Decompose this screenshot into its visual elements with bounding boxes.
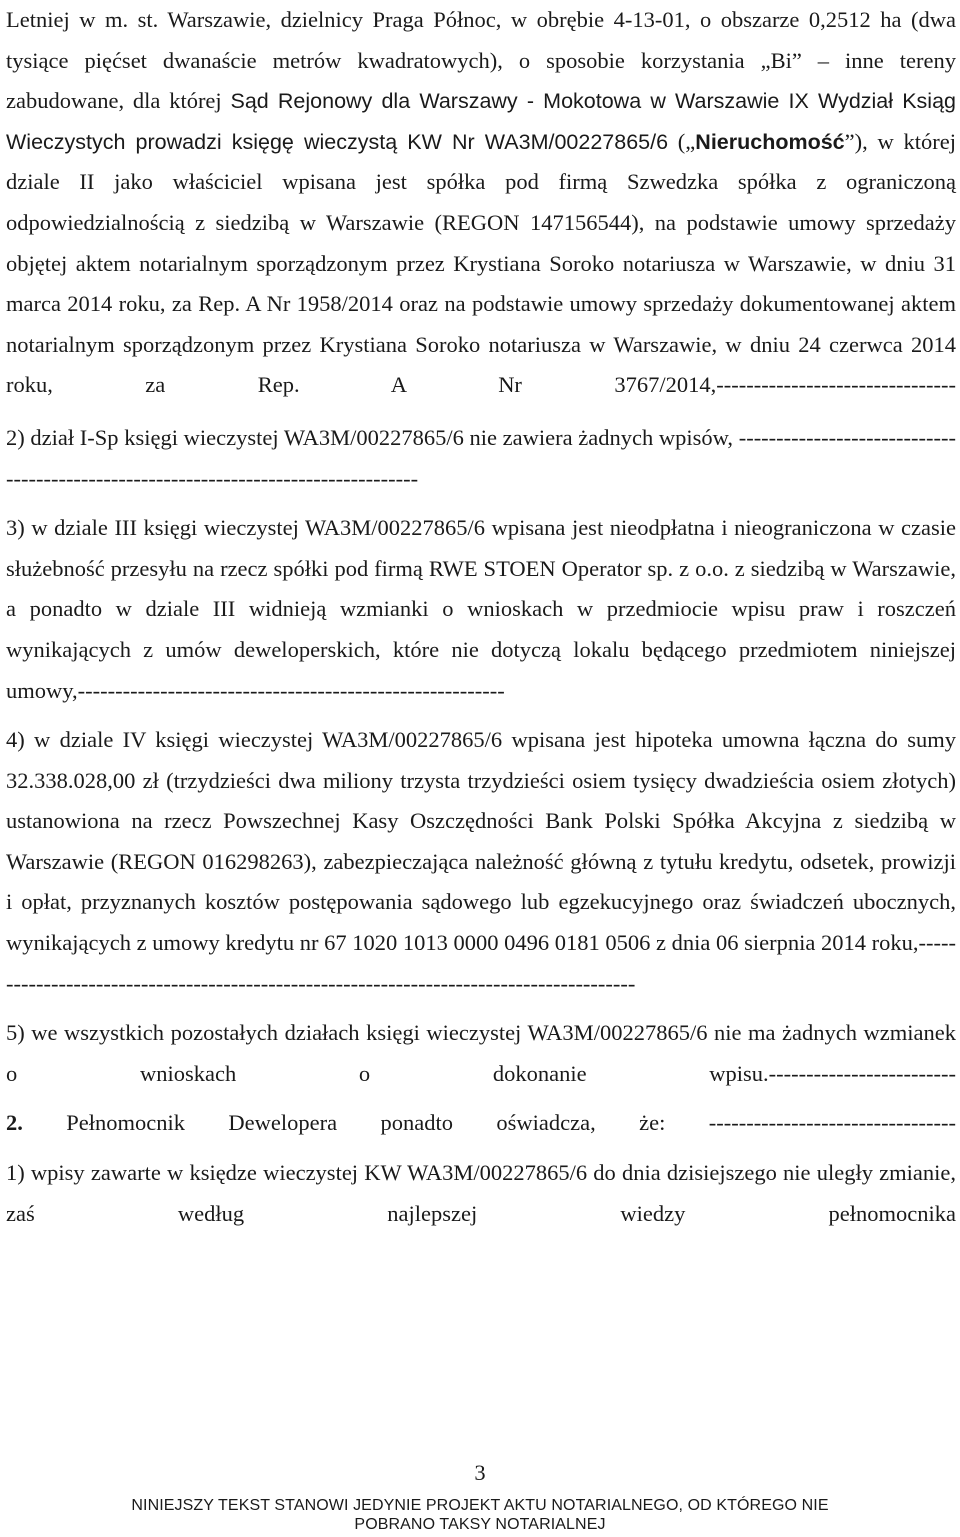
property-description-lead: Letniej w m. st. Warszawie, dzielnicy Praga Północ, w obrębie 4-13-01, o obszarze 0,2512 ha (dwa tysiące pięćset dwanaście metrów kwadratowych), o sposobie korzystania „Bi” – inne tereny zabudowane, dla której [6, 7, 956, 114]
paragraph-property-description [6, 0, 956, 406]
spacer [6, 711, 956, 720]
paragraph-item-3: 3) w dziale III księgi wieczystej WA3M/00227865/6 wpisana jest nieodpłatna i nieograniczona w czasie służebność przesyłu na rzecz spółki pod firmą RWE STOEN Operator sp. z o.o. z siedzibą w Warszawie, a ponadto w dziale III widnieją wzmianki o wnioskach w przedmiocie wpisu praw i roszczeń wynikających z umów deweloperskich, które nie dotyczą lokalu będącego przedmiotem niniejszej umowy,--------------------------------------------------------- [6, 515, 956, 703]
disclaimer-line-1: NINIEJSZY TEKST STANOWI JEDYNIE PROJEKT AKTU NOTARIALNEGO, OD KTÓREGO NIE [131, 1497, 829, 1514]
document-body [6, 0, 956, 1234]
spacer [6, 406, 956, 418]
disclaimer-line-2: POBRANO TAKSY NOTARIALNEJ [354, 1516, 606, 1533]
section-2-number: 2. [6, 1110, 23, 1136]
spacer [6, 1004, 956, 1013]
paragraph-item-2: 2) dział I-Sp księgi wieczystej WA3M/00227865/6 nie zawiera żadnych wpisów, ------------------------------------------------------------------------------------ [6, 424, 956, 491]
section-2-text: Pełnomocnik Dewelopera ponadto oświadcza, że: --------------------------------- [22, 1110, 956, 1136]
page-number: 3 [474, 1460, 486, 1485]
land-register-court-text: Sąd Rejonowy dla Warszawy - Mokotowa w Warszawie IX Wydział Ksiąg Wieczystych prowadzi księgę wieczystą KW Nr WA3M/00227865/6 [6, 89, 956, 154]
spacer [6, 1094, 956, 1103]
spacer [6, 499, 956, 508]
spacer [6, 1144, 956, 1153]
quote-open: („ [668, 128, 696, 154]
section-2-heading [6, 1103, 956, 1144]
paragraph-item-5: 5) we wszystkich pozostałych działach księgi wieczystej WA3M/00227865/6 nie ma żadnych wzmianek o wnioskach o dokonanie wpisu.------------------------- [6, 1020, 956, 1086]
defined-term-nieruchomosc: Nieruchomość [695, 129, 845, 154]
ownership-details: ”), w której dziale II jako właściciel wpisana jest spółka pod firmą Szwedzka spółka z ograniczoną odpowiedzialnością z siedzibą w Warszawie (REGON 147156544), na podstawie umowy sprzedaży objętej aktem notarialnym sporządzonym przez Krystiana Soroko notariusza w Warszawie, w dniu 31 marca 2014 roku, za Rep. A Nr 1958/2014 oraz na podstawie umowy sprzedaży dokumentowanej aktem notarialnym sporządzonym przez Krystiana Soroko notariusza w Warszawie, w dniu 24 czerwca 2014 roku, za Rep. A Nr 3767/2014,-------------------------------- [6, 128, 957, 398]
draft-disclaimer [0, 1496, 960, 1534]
paragraph-section-2-item-1: 1) wpisy zawarte w księdze wieczystej KW WA3M/00227865/6 do dnia dzisiejszego nie uległy zmianie, zaś według najlepszej wiedzy pełnomocnika [6, 1160, 956, 1226]
paragraph-item-4: 4) w dziale IV księgi wieczystej WA3M/00227865/6 wpisana jest hipoteka umowna łączna do sumy 32.338.028,00 zł (trzydzieści dwa miliony trzysta trzydzieści osiem tysięcy dwadzieścia osiem złotych) ustanowiona na rzecz Powszechnej Kasy Oszczędności Bank Polski Spółka Akcyjna z siedzibą w Warszawie (REGON 016298263), zabezpieczająca należność główną z tytułu kredytu, odsetek, prowizji i opłat, przyznanych kosztów postępowania sądowego lub egzekucyjnego oraz świadczeń ubocznych, wynikających z umowy kredytu nr 67 1020 1013 0000 0496 0181 0506 z dnia 06 sierpnia 2014 roku,----------------------------------------------------------------------------------------- [6, 727, 956, 996]
